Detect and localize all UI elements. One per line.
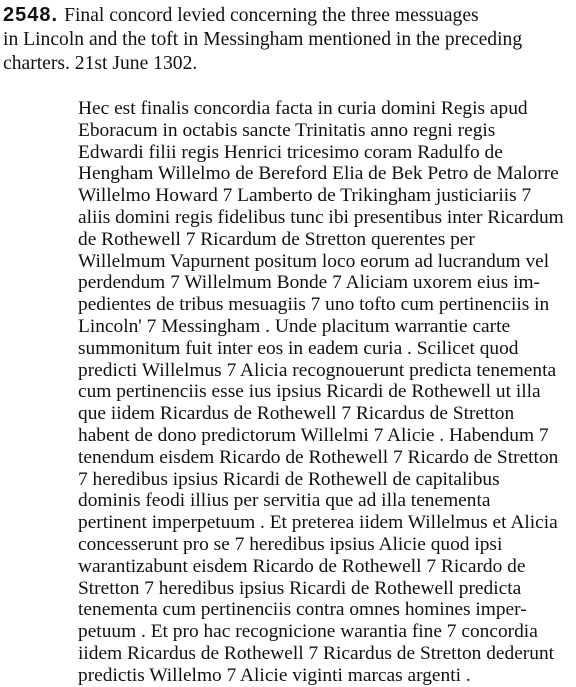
- transcription-line: Stretton 7 heredibus ipsius Ricardi de Rothewell predicta: [78, 577, 522, 599]
- entry-number: 2548.: [3, 4, 59, 26]
- entry-header: [3, 3, 571, 76]
- latin-transcription: [78, 98, 564, 687]
- transcription-line: Willelmo Howard 7 Lamberto de Trikingham justiciariis 7: [78, 185, 532, 207]
- transcription-line: predictis Willelmo 7 Alicie viginti marcas argenti .: [78, 664, 471, 686]
- transcription-line: Hengham Willelmo de Bereford Elia de Bek Petro de Malorre: [78, 163, 559, 185]
- transcription-line: Willelmum Vapurnent positum loco eorum ad lucrandum vel: [78, 250, 550, 272]
- transcription-line: aliis domini regis fidelibus tunc ibi presentibus inter Ricardum: [78, 206, 564, 228]
- transcription-line: Edwardi filii regis Henrici tricesimo coram Radulfo de: [78, 141, 503, 163]
- header-line-1: [3, 3, 571, 28]
- transcription-line: de Rothewell 7 Ricardum de Stretton querentes per: [78, 228, 475, 250]
- transcription-line: Lincoln' 7 Messingham . Unde placitum warrantie carte: [78, 315, 511, 337]
- transcription-line: Hec est finalis concordia facta in curia domini Regis apud: [78, 98, 528, 119]
- transcription-line: pertinent imperpetuum . Et preterea iidem Willelmus et Alicia: [78, 512, 558, 534]
- transcription-line: summonitum fuit inter eos in eadem curia . Scilicet quod: [78, 337, 519, 359]
- transcription-line: iidem Ricardus de Rothewell 7 Ricardus de Stretton dederunt: [78, 642, 555, 664]
- header-line-3: charters. 21st June 1302.: [3, 53, 198, 74]
- transcription-line: Eboracum in octabis sancte Trinitatis anno regni regis: [78, 119, 496, 141]
- header-text: Final concord levied concerning the three messuages: [64, 5, 479, 26]
- transcription-line: perdendum 7 Willelmum Bonde 7 Aliciam uxorem eius im-: [78, 272, 541, 294]
- transcription-line: pedientes de tribus mesuagiis 7 uno tofto cum pertinenciis in: [78, 294, 550, 316]
- header-line-2: in Lincoln and the toft in Messingham mentioned in the preceding: [3, 29, 523, 50]
- transcription-line: habent de dono predictorum Willelmi 7 Alicie . Habendum 7: [78, 424, 549, 446]
- transcription-line: dominis feodi illius per servitia que ad illa tenementa: [78, 490, 491, 512]
- transcription-line: predicti Willelmus 7 Alicia recognouerunt predicta tenementa: [78, 359, 557, 381]
- transcription-line: 7 heredibus ipsius Ricardi de Rothewell de capitalibus: [78, 468, 500, 490]
- transcription-line: tenementa cum pertinenciis contra omnes homines imper-: [78, 599, 527, 621]
- transcription-line: que iidem Ricardus de Rothewell 7 Ricardus de Stretton: [78, 403, 515, 425]
- transcription-line: warantizabunt eisdem Ricardo de Rothewell 7 Ricardo de: [78, 555, 526, 577]
- transcription-line: tenendum eisdem Ricardo de Rothewell 7 Ricardo de Stretton: [78, 446, 559, 468]
- transcription-line: petuum . Et pro hac recognicione warantia fine 7 concordia: [78, 621, 538, 643]
- transcription-line: concesserunt pro se 7 heredibus ipsius Alicie quod ipsi: [78, 533, 503, 555]
- transcription-line: cum pertinenciis esse ius ipsius Ricardi de Rothewell ut illa: [78, 381, 541, 403]
